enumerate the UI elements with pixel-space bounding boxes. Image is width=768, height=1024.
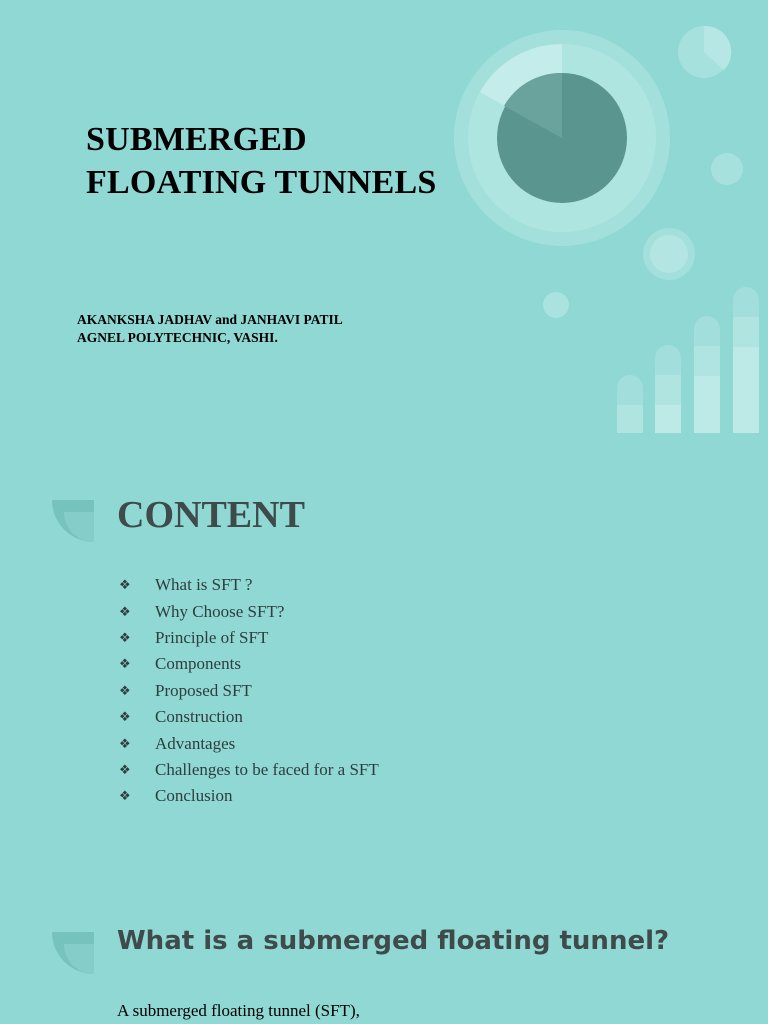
small-circle-3-inner — [650, 235, 688, 273]
diamond-bullet-icon: ❖ — [119, 735, 131, 751]
authors-institution: AGNEL POLYTECHNIC, VASHI. — [77, 330, 278, 345]
quarter-circle-icon — [52, 932, 96, 976]
diamond-bullet-icon: ❖ — [119, 603, 131, 619]
bar-graphic — [617, 287, 759, 433]
bar-2-fill-top — [655, 405, 681, 433]
content-slide — [0, 470, 768, 870]
content-heading: CONTENT — [117, 494, 305, 536]
list-item-label: Challenges to be faced for a SFT — [155, 759, 379, 779]
diamond-bullet-icon: ❖ — [119, 656, 131, 672]
title-line-2: FLOATING TUNNELS — [86, 164, 437, 201]
diamond-bullet-icon: ❖ — [119, 682, 131, 698]
whatis-slide — [0, 900, 768, 1024]
list-item-label: Construction — [155, 707, 243, 727]
list-item — [119, 730, 379, 756]
quarter-circle-icon — [52, 500, 96, 544]
title-slide — [0, 0, 768, 460]
list-item — [119, 704, 379, 730]
diamond-bullet-icon: ❖ — [119, 788, 131, 804]
whatis-heading: What is a submerged floating tunnel? — [117, 926, 670, 956]
bar-4-fill-top — [733, 347, 759, 433]
authors-names: AKANKSHA JADHAV and JANHAVI PATIL — [77, 312, 343, 327]
list-item-label: Conclusion — [155, 786, 233, 806]
list-item — [119, 651, 379, 677]
diamond-bullet-icon: ❖ — [119, 761, 131, 777]
list-item — [119, 757, 379, 783]
list-item-label: Components — [155, 654, 241, 674]
list-item-label: Why Choose SFT? — [155, 601, 285, 621]
small-circle-4 — [543, 292, 569, 318]
list-item — [119, 572, 379, 598]
diamond-bullet-icon: ❖ — [119, 709, 131, 725]
presentation-title — [86, 118, 437, 204]
bar-1-fill — [617, 405, 643, 433]
bar-3-fill-top — [694, 376, 720, 433]
whatis-body-text: A submerged floating tunnel (SFT), — [117, 1001, 360, 1020]
title-line-1: SUBMERGED — [86, 121, 307, 158]
list-item — [119, 625, 379, 651]
decorative-graphics — [0, 0, 768, 460]
list-item — [119, 783, 379, 809]
list-item — [119, 678, 379, 704]
diamond-bullet-icon: ❖ — [119, 577, 131, 593]
list-item-label: What is SFT ? — [155, 575, 253, 595]
list-item-label: Proposed SFT — [155, 680, 252, 700]
list-item-label: Principle of SFT — [155, 627, 269, 647]
list-item-label: Advantages — [155, 733, 236, 753]
diamond-bullet-icon: ❖ — [119, 629, 131, 645]
content-list — [119, 572, 379, 810]
authors-block — [77, 311, 343, 347]
small-circle-2 — [711, 153, 743, 185]
list-item — [119, 598, 379, 624]
